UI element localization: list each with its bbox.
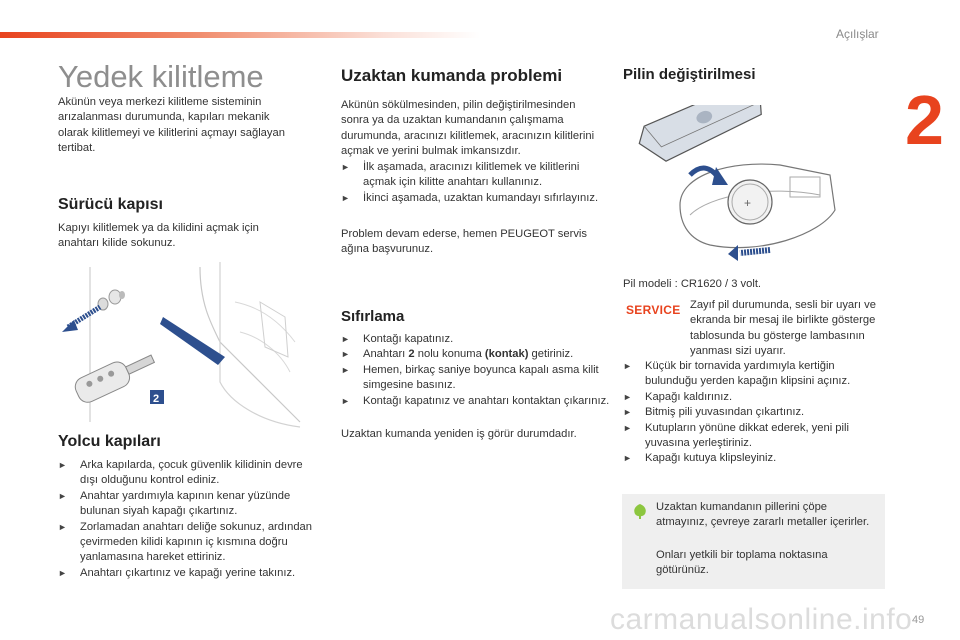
- bullet-icon: ►: [341, 349, 350, 360]
- service-warning-text: Zayıf pil durumunda, sesli bir uyarı ve ekranda bir mesaj ile birlikte gösterge tablosunda bu gösterge lambasının yanması sizi uyarır.: [690, 299, 876, 358]
- bullet-icon: ►: [341, 364, 350, 375]
- reset-outro: Uzaktan kumanda yeniden iş görür durumdadır.: [341, 428, 577, 440]
- list-item: ► Kutupların yönüne dikkat ederek, yeni pili yuvasına yerleştiriniz.: [623, 421, 849, 450]
- service-warning-icon: SERVICE: [626, 303, 681, 317]
- bullet-icon: ►: [341, 162, 350, 172]
- eco-text-1: Uzaktan kumandanın pillerini çöpe atmayınız, çevreye zararlı metaller içerirler.: [656, 501, 870, 529]
- remote-problem-heading: Uzaktan kumanda problemi: [341, 66, 563, 85]
- bullet-icon: ►: [623, 407, 632, 418]
- remote-problem-steps: [341, 160, 606, 206]
- list-item: ► Anahtar yardımıyla kapının kenar yüzünde bulunan siyah kapağı çıkartınız.: [58, 489, 291, 518]
- door-lock-illustration: [60, 262, 310, 432]
- battery-change-heading: Pilin değiştirilmesi: [623, 66, 756, 83]
- section-label: Açılışlar: [836, 27, 879, 41]
- bullet-icon: ►: [58, 521, 67, 532]
- list-item: ► Anahtarı çıkartınız ve kapağı yerine takınız.: [58, 566, 320, 581]
- bullet-icon: ►: [623, 391, 632, 402]
- bullet-icon: ►: [341, 334, 350, 344]
- remote-problem-outro: Problem devam ederse, hemen PEUGEOT servis ağına başvurunuz.: [341, 228, 588, 256]
- chapter-number: 2: [905, 81, 944, 159]
- list-item: ► Arka kapılarda, çocuk güvenlik kilidinin devre dışı olduğunu kontrol ediniz.: [58, 459, 303, 487]
- passenger-steps-list: [58, 458, 320, 581]
- remote-problem-intro: Akünün sökülmesinden, pilin değiştirilmesinden sonra ya da uzaktan kumandanın çalışmama durumunda, aracınızı kilitlemek, aracınızın kilitlerini açmak ve yerini bulmak imkansızdır.: [341, 99, 595, 158]
- bullet-icon: ►: [58, 490, 67, 501]
- bullet-icon: ►: [58, 460, 67, 470]
- eco-text-2: Onları yetkili bir toplama noktasına götürünüz.: [656, 549, 828, 577]
- bullet-icon: ►: [58, 567, 67, 578]
- list-item: ► Küçük bir tornavida yardımıyla kertiğin bulunduğu yerden kapağın klipsini açınız.: [623, 360, 851, 388]
- list-item: ► Zorlamadan anahtarı deliğe sokunuz, ardından çevirmeden kilidi kapının iç kısmına doğru yanlamasına hareket ettiriniz.: [58, 520, 312, 564]
- battery-steps-list: [623, 359, 885, 467]
- header-accent-bar: [0, 32, 480, 38]
- battery-replacement-illustration: [620, 105, 845, 270]
- watermark: carmanualsonline.info: [610, 603, 913, 636]
- page-title: Yedek kilitleme: [58, 59, 264, 94]
- list-item: ► İkinci aşamada, uzaktan kumandayı sıfırlayınız.: [341, 191, 606, 206]
- list-item: ► Hemen, birkaç saniye boyunca kapalı asma kilit simgesine basınız.: [341, 363, 599, 392]
- figure-label-2: 2: [153, 393, 160, 405]
- list-item: ► Kapağı kutuya klipsleyiniz.: [623, 451, 885, 466]
- bullet-icon: ►: [341, 192, 350, 203]
- bullet-icon: ►: [623, 453, 632, 464]
- page-number: 49: [912, 614, 925, 626]
- list-item: ► Kontağı kapatınız ve anahtarı kontaktan çıkarınız.: [341, 394, 611, 409]
- bullet-icon: ►: [341, 395, 350, 406]
- passenger-doors-heading: Yolcu kapıları: [58, 433, 161, 450]
- driver-door-heading: Sürücü kapısı: [58, 196, 163, 213]
- driver-door-text: Kapıyı kilitlemek ya da kilidini açmak için anahtarı kilide sokunuz.: [58, 222, 259, 250]
- col1-intro: Akünün veya merkezi kilitleme sisteminin arızalanması durumunda, kapıları mekanik olarak kilitlemeyi ve kilitlerini açmayı sağlayan tertibat.: [58, 96, 285, 155]
- svg-text:+: +: [744, 196, 752, 210]
- bullet-icon: ►: [623, 422, 632, 433]
- list-item: ► Kapağı kaldırınız.: [623, 390, 885, 405]
- list-item: ► İlk aşamada, aracınızı kilitlemek ve kilitlerini açmak için kilitte anahtarı kullanınız.: [341, 161, 580, 189]
- reset-steps-list: [341, 332, 611, 409]
- leaf-icon: [632, 503, 648, 519]
- battery-model: Pil modeli : CR1620 / 3 volt.: [623, 278, 762, 290]
- list-item: ► Bitmiş pili yuvasından çıkartınız.: [623, 405, 885, 420]
- list-item: ► Kontağı kapatınız.: [341, 332, 611, 347]
- reset-heading: Sıfırlama: [341, 308, 405, 325]
- bullet-icon: ►: [623, 361, 632, 371]
- list-item: ► Anahtarı 2 nolu konuma (kontak) getiriniz.: [341, 347, 611, 362]
